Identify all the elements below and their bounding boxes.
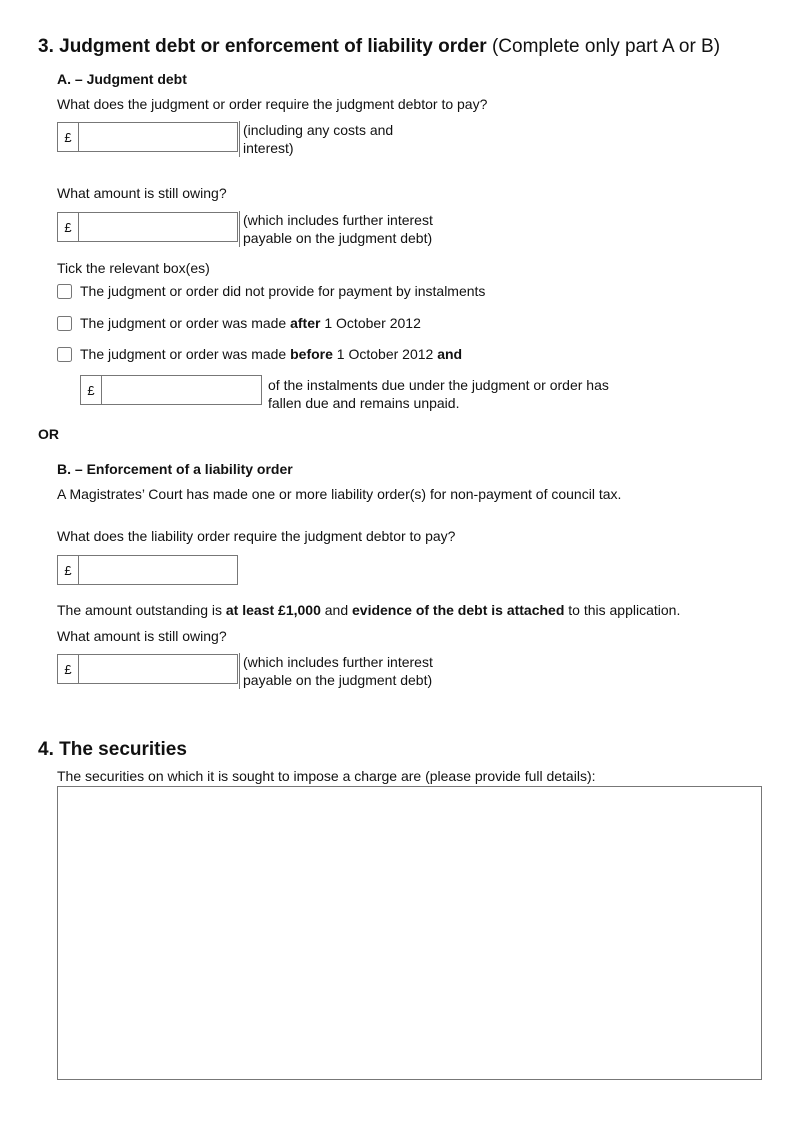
opt3-text-mid: 1 October 2012 <box>332 346 438 362</box>
pound-sign: £ <box>58 213 79 241</box>
partA-q1-label: What does the judgment or order require the judgment debtor to pay? <box>57 96 488 112</box>
or-separator: OR <box>38 426 59 442</box>
opt3-text-bold2: and <box>437 346 463 362</box>
opt2-text-bold: after <box>290 315 321 331</box>
opt3-text-pre: The judgment or order was made <box>80 346 291 362</box>
partB-q2-label: What amount is still owing? <box>57 628 227 644</box>
partB-q1-label: What does the liability order require the judgment debtor to pay? <box>57 528 456 544</box>
opt3-text-bold: before <box>290 346 333 362</box>
opt2-text-pre: The judgment or order was made <box>80 315 291 331</box>
partB-title: B. – Enforcement of a liability order <box>57 461 293 477</box>
partB-q2-amount-input[interactable] <box>79 655 237 683</box>
partA-q2-amount-input[interactable] <box>79 213 237 241</box>
pound-sign: £ <box>58 556 79 584</box>
section3-heading-note: (Complete only part A or B) <box>491 36 721 57</box>
partB-intro: A Magistrates’ Court has made one or more liability order(s) for non-payment of council tax. <box>57 486 622 502</box>
stmt-pre: The amount outstanding is <box>57 602 226 618</box>
section4-prompt: The securities on which it is sought to impose a charge are (please provide full details): <box>57 768 596 784</box>
pound-sign: £ <box>81 376 102 404</box>
checkbox-after-2012-label <box>80 315 421 331</box>
pound-sign: £ <box>58 123 79 151</box>
partB-q2-note-line2: payable on the judgment debt) <box>243 672 433 688</box>
partA-q1-note-line1: (including any costs and <box>243 122 394 138</box>
section4-heading: 4. The securities <box>38 739 187 760</box>
opt2-text-post: 1 October 2012 <box>320 315 421 331</box>
section3-heading-title: 3. Judgment debt or enforcement of liability order <box>38 36 487 57</box>
partB-q1-amount-input[interactable] <box>79 556 237 584</box>
partA-q2-note <box>239 211 433 247</box>
partA-q1-amount-field[interactable] <box>57 122 238 152</box>
checkbox-no-instalments[interactable] <box>57 284 72 299</box>
checkbox-before-2012-label <box>80 346 462 362</box>
pound-sign: £ <box>58 655 79 683</box>
partA-q1-note <box>239 121 393 157</box>
partA-q2-label: What amount is still owing? <box>57 185 227 201</box>
checkbox-before-2012[interactable] <box>57 347 72 362</box>
securities-details-textarea[interactable] <box>57 786 762 1080</box>
partA-q2-note-line1: (which includes further interest <box>243 212 433 228</box>
partA-q1-amount-input[interactable] <box>79 123 237 151</box>
checkbox-no-instalments-label: The judgment or order did not provide for payment by instalments <box>80 283 486 299</box>
partB-q2-note <box>239 653 433 689</box>
partA-q2-note-line2: payable on the judgment debt) <box>243 230 433 246</box>
instalment-amount-input[interactable] <box>102 376 261 404</box>
stmt-bold1: at least £1,000 <box>225 602 321 618</box>
instalment-note <box>268 376 609 412</box>
instalment-note-line2: fallen due and remains unpaid. <box>268 395 460 411</box>
partA-title: A. – Judgment debt <box>57 71 187 87</box>
partA-q2-amount-field[interactable] <box>57 212 238 242</box>
partB-q1-amount-field[interactable] <box>57 555 238 585</box>
section3-heading <box>38 36 720 58</box>
partA-q1-note-line2: interest) <box>243 140 294 156</box>
partB-q2-amount-field[interactable] <box>57 654 238 684</box>
stmt-bold2: evidence of the debt is attached <box>352 602 565 618</box>
checkbox-after-2012[interactable] <box>57 316 72 331</box>
partB-statement <box>57 602 680 618</box>
partB-q2-note-line1: (which includes further interest <box>243 654 433 670</box>
instalment-note-line1: of the instalments due under the judgment or order has <box>268 377 609 393</box>
stmt-mid: and <box>320 602 352 618</box>
instalment-amount-field[interactable] <box>80 375 262 405</box>
tick-prompt: Tick the relevant box(es) <box>57 260 210 276</box>
stmt-post: to this application. <box>564 602 681 618</box>
